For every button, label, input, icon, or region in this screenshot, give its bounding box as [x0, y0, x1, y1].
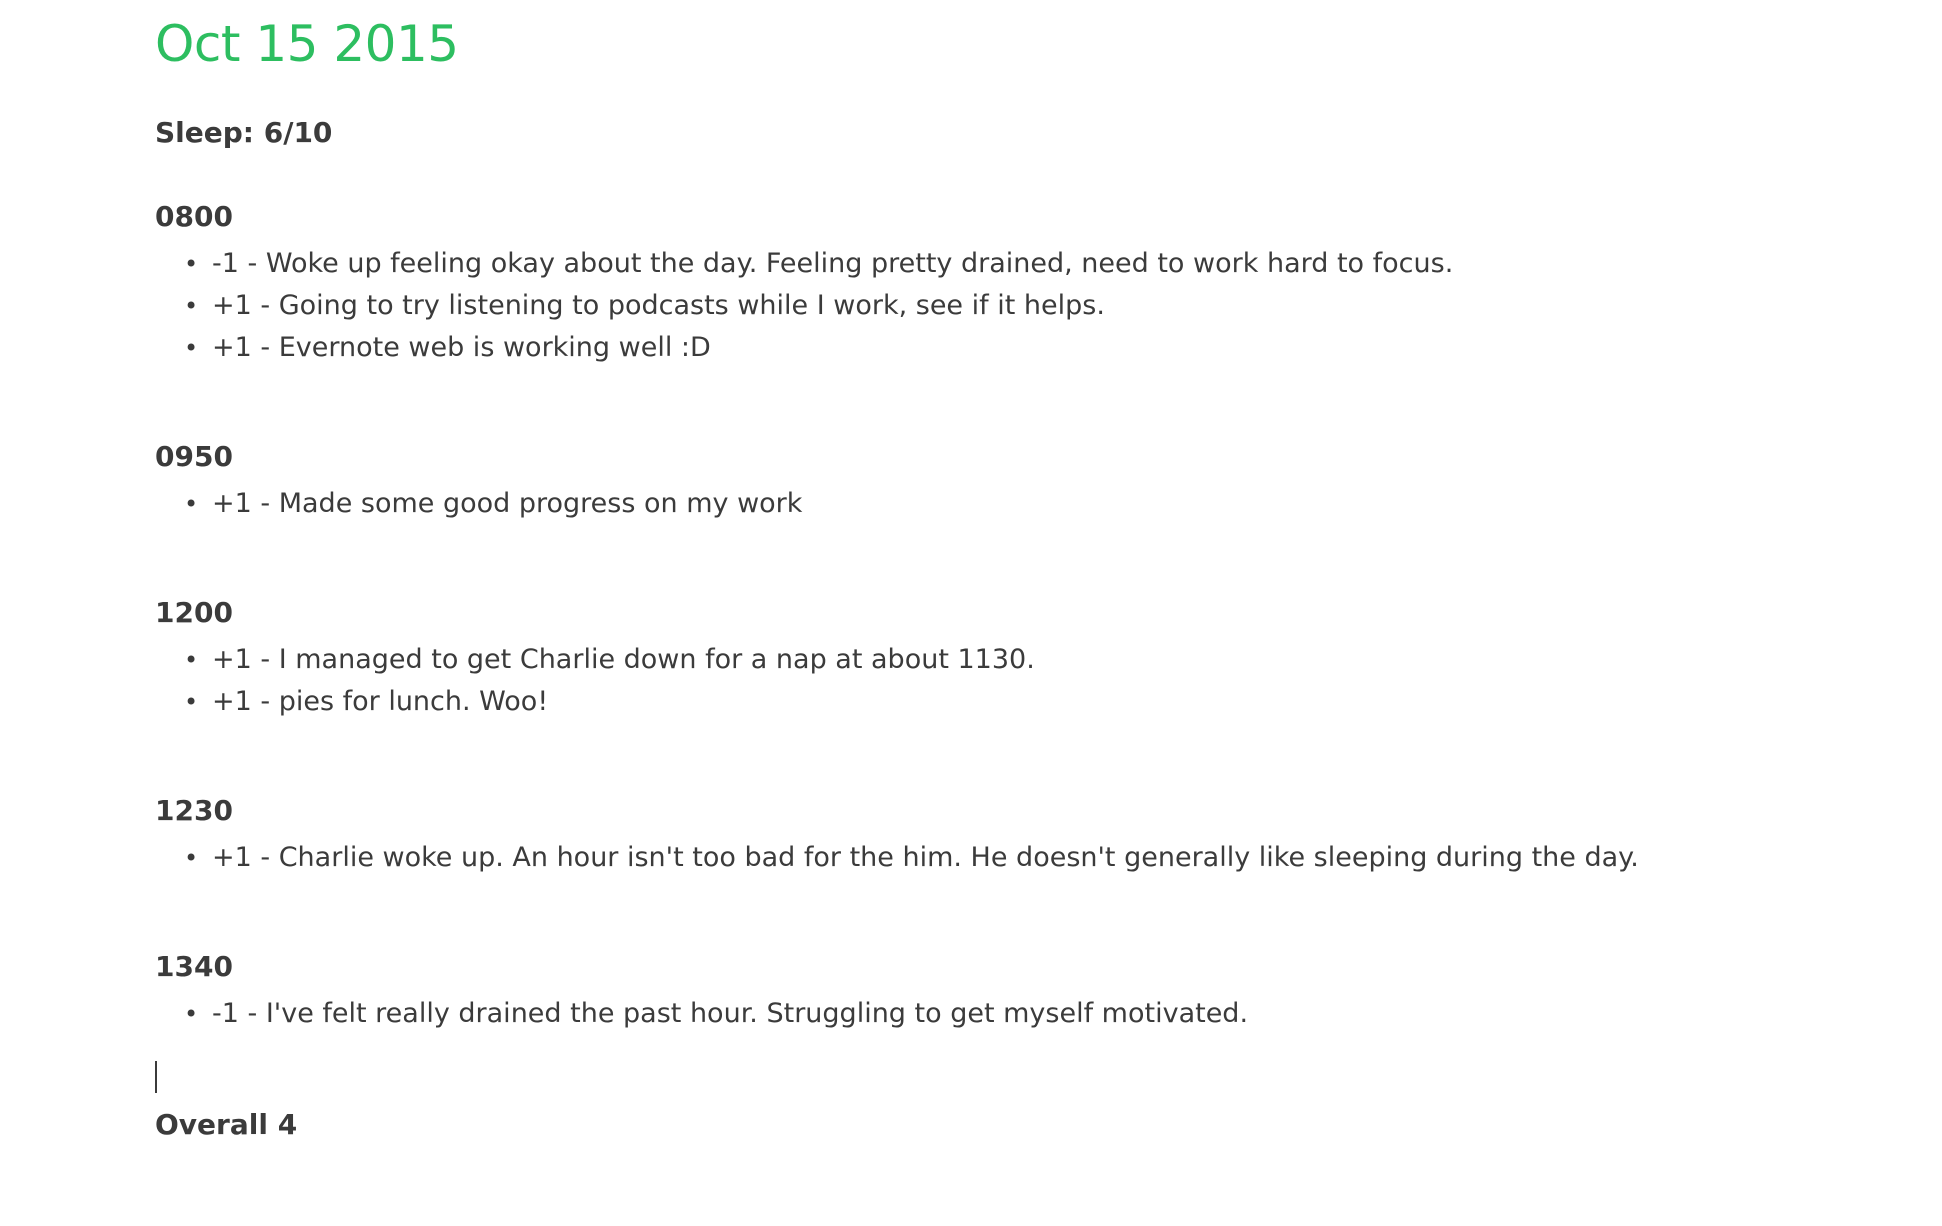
time-section-1230[interactable] [155, 793, 1915, 879]
entry-text: +1 - Going to try listening to podcasts while I work, see if it helps. [212, 290, 1105, 321]
entry-text: -1 - I've felt really drained the past hour. Struggling to get myself motivated. [212, 998, 1249, 1029]
entry-list [155, 993, 1915, 1035]
entry-text: +1 - I managed to get Charlie down for a nap at about 1130. [212, 644, 1035, 675]
note-editor[interactable] [155, 0, 1915, 1143]
entry-text: -1 - Woke up feeling okay about the day. Feeling pretty drained, need to work hard to focus. [212, 248, 1454, 279]
list-item[interactable] [184, 285, 1915, 327]
time-heading[interactable]: 1340 [155, 950, 233, 983]
time-heading[interactable]: 1230 [155, 794, 233, 827]
list-item[interactable] [184, 681, 1915, 723]
text-cursor [155, 1061, 157, 1093]
list-item[interactable] [184, 837, 1915, 879]
bullet-icon: • [184, 250, 199, 278]
time-section-0800[interactable] [155, 199, 1915, 369]
list-item[interactable] [184, 243, 1915, 285]
entry-list [155, 639, 1915, 723]
entry-list [155, 837, 1915, 879]
entry-text: +1 - Evernote web is working well :D [212, 332, 711, 363]
empty-line[interactable] [155, 1059, 1915, 1095]
list-item[interactable] [184, 483, 1915, 525]
list-item[interactable] [184, 327, 1915, 369]
time-heading[interactable]: 0800 [155, 200, 233, 233]
note-title[interactable]: Oct 15 2015 [155, 15, 459, 73]
bullet-icon: • [184, 844, 199, 872]
bullet-icon: • [184, 490, 199, 518]
time-section-1200[interactable] [155, 595, 1915, 723]
time-heading[interactable]: 0950 [155, 440, 233, 473]
entry-list [155, 483, 1915, 525]
bullet-icon: • [184, 334, 199, 362]
entry-text: +1 - pies for lunch. Woo! [212, 686, 549, 717]
list-item[interactable] [184, 993, 1915, 1035]
entry-text: +1 - Made some good progress on my work [212, 488, 803, 519]
entry-text: +1 - Charlie woke up. An hour isn't too bad for the him. He doesn't generally like sleeping during the day. [212, 842, 1639, 873]
sleep-rating[interactable]: Sleep: 6/10 [155, 116, 333, 149]
time-heading[interactable]: 1200 [155, 596, 233, 629]
bullet-icon: • [184, 1000, 199, 1028]
time-section-0950[interactable] [155, 439, 1915, 525]
time-section-1340[interactable] [155, 949, 1915, 1035]
bullet-icon: • [184, 688, 199, 716]
entry-list [155, 243, 1915, 369]
bullet-icon: • [184, 646, 199, 674]
list-item[interactable] [184, 639, 1915, 681]
overall-rating[interactable]: Overall 4 [155, 1108, 298, 1141]
bullet-icon: • [184, 292, 199, 320]
